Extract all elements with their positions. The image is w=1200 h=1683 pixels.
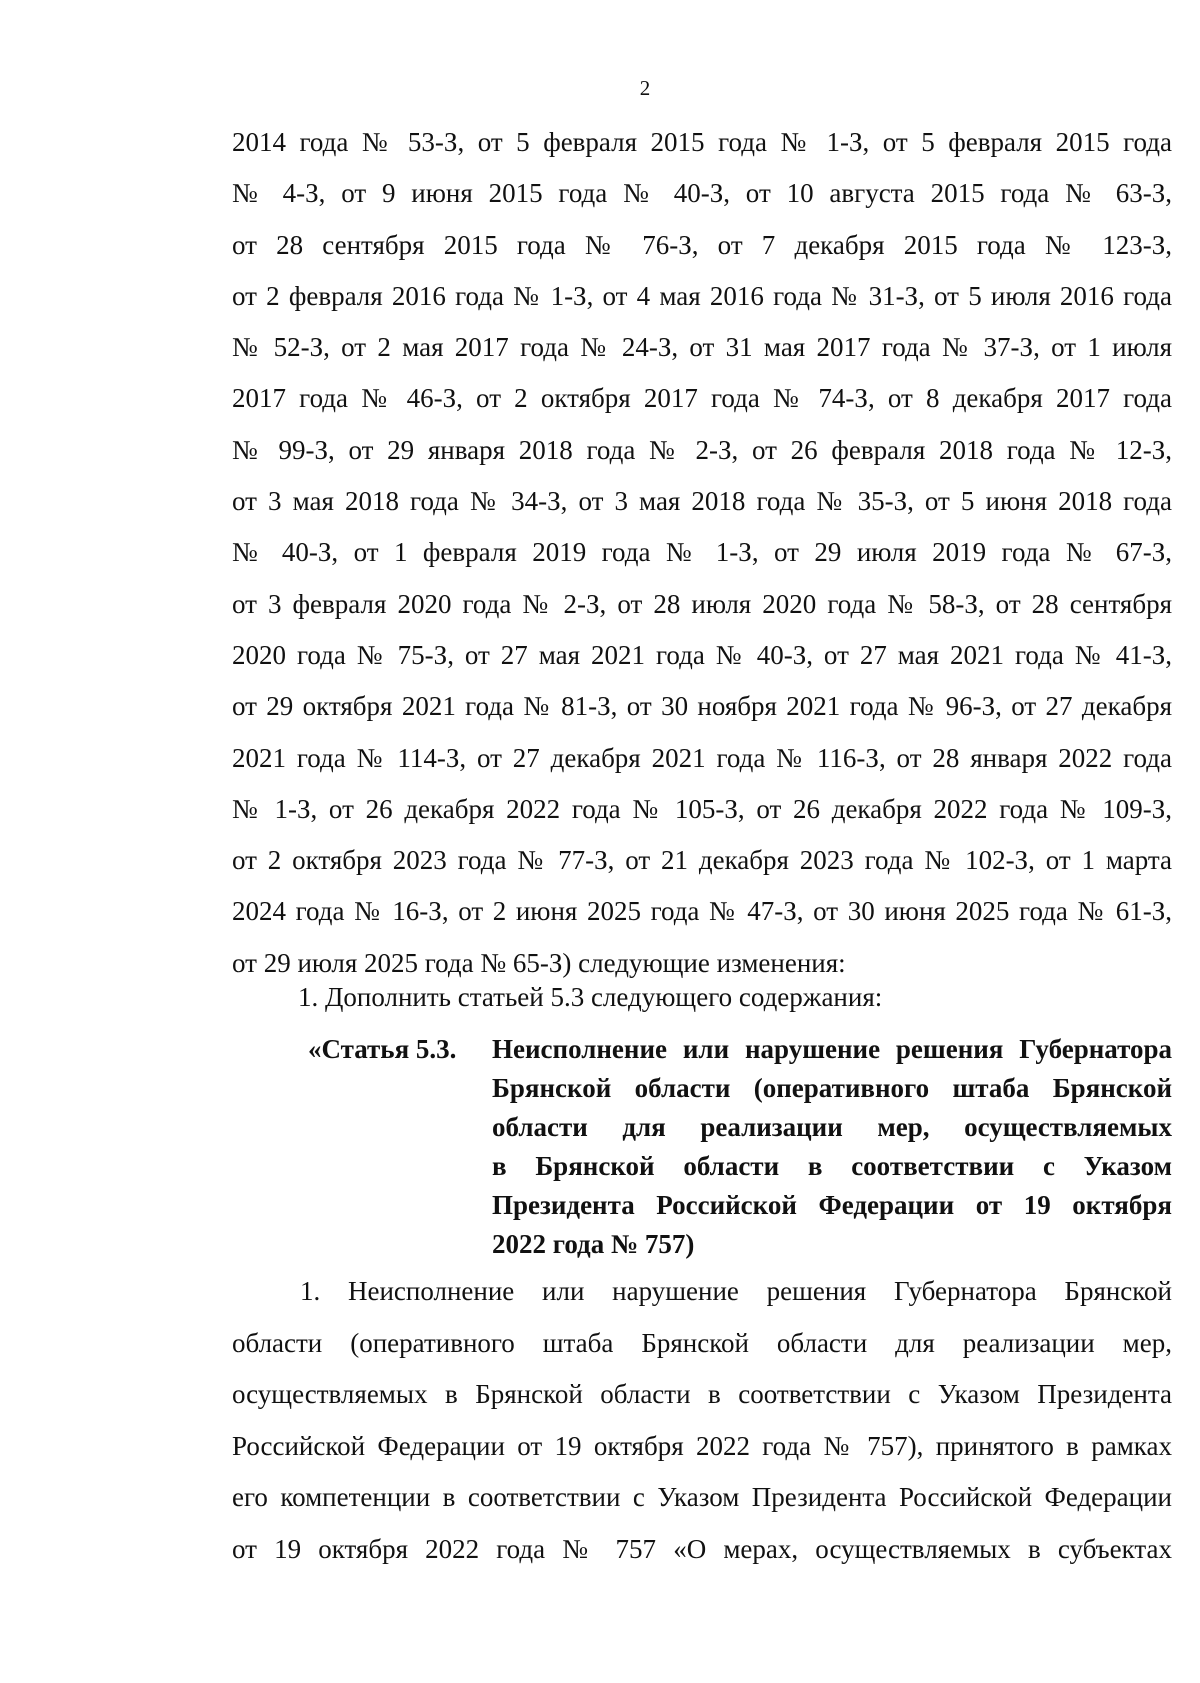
article-title-line: области для реализации мер, осуществляемых [492,1112,1172,1142]
text-line: от 2 февраля 2016 года № 1-З, от 4 мая 2016 года № 31-З, от 5 июля 2016 года [232,280,1172,311]
article-label: «Статья 5.3. [308,1034,457,1064]
article-title [492,1030,1172,1264]
text-line: 2024 года № 16-З, от 2 июня 2025 года № 47-З, от 30 июня 2025 года № 61-З, [232,896,1172,927]
article-title-line: Президента Российской Федерации от 19 октября [492,1190,1172,1220]
text-line: от 19 октября 2022 года № 757 «О мерах, осуществляемых в субъектах [232,1533,1172,1564]
article-title-line: Неисполнение или нарушение решения Губернатора [492,1034,1172,1064]
text-line: от 3 мая 2018 года № 34-З, от 3 мая 2018 года № 35-З, от 5 июня 2018 года [232,486,1172,517]
text-line: 2017 года № 46-З, от 2 октября 2017 года № 74-З, от 8 декабря 2017 года [232,383,1172,414]
article-paragraph-1 [232,1266,1172,1576]
text-line: его компетенции в соответствии с Указом Президента Российской Федерации [232,1482,1172,1513]
article-title-line: 2022 года № 757) [492,1229,695,1259]
text-line: № 52-З, от 2 мая 2017 года № 24-З, от 31 мая 2017 года № 37-З, от 1 июля [232,332,1172,363]
text-line: № 4-З, от 9 июня 2015 года № 40-З, от 10 августа 2015 года № 63-З, [232,178,1172,209]
article-title-line: Брянской области (оперативного штаба Брянской [492,1073,1172,1103]
text-line: от 29 октября 2021 года № 81-З, от 30 ноября 2021 года № 96-З, от 27 декабря [232,691,1172,722]
text-line: 2020 года № 75-З, от 27 мая 2021 года № 40-З, от 27 мая 2021 года № 41-З, [232,639,1172,670]
text-line: от 2 октября 2023 года № 77-З, от 21 декабря 2023 года № 102-З, от 1 марта [232,845,1172,876]
amendment-item-1: 1. Дополнить статьей 5.3 следующего содержания: [298,982,883,1012]
text-line: от 29 июля 2025 года № 65-З) следующие изменения: [232,947,846,978]
text-line: области (оперативного штаба Брянской области для реализации мер, [232,1327,1172,1358]
text-line: № 99-З, от 29 января 2018 года № 2-З, от 26 февраля 2018 года № 12-З, [232,434,1172,465]
amendment-references [232,117,1172,989]
text-line: 2021 года № 114-З, от 27 декабря 2021 года № 116-З, от 28 января 2022 года [232,742,1172,773]
text-line: № 1-З, от 26 декабря 2022 года № 105-З, от 26 декабря 2022 года № 109-З, [232,793,1172,824]
text-line: 2014 года № 53-З, от 5 февраля 2015 года № 1-З, от 5 февраля 2015 года [232,127,1172,157]
text-line: Российской Федерации от 19 октября 2022 года № 757), принятого в рамках [232,1430,1172,1461]
text-line: № 40-З, от 1 февраля 2019 года № 1-З, от 29 июля 2019 года № 67-З, [232,537,1172,568]
text-line: от 28 сентября 2015 года № 76-З, от 7 декабря 2015 года № 123-З, [232,229,1172,260]
text-line: от 3 февраля 2020 года № 2-З, от 28 июля 2020 года № 58-З, от 28 сентября [232,588,1172,619]
text-line: осуществляемых в Брянской области в соответствии с Указом Президента [232,1379,1172,1410]
text-line: 1. Неисполнение или нарушение решения Губернатора Брянской [300,1276,1172,1306]
article-title-line: в Брянской области в соответствии с Указом [492,1151,1172,1181]
page-number: 2 [639,76,651,100]
